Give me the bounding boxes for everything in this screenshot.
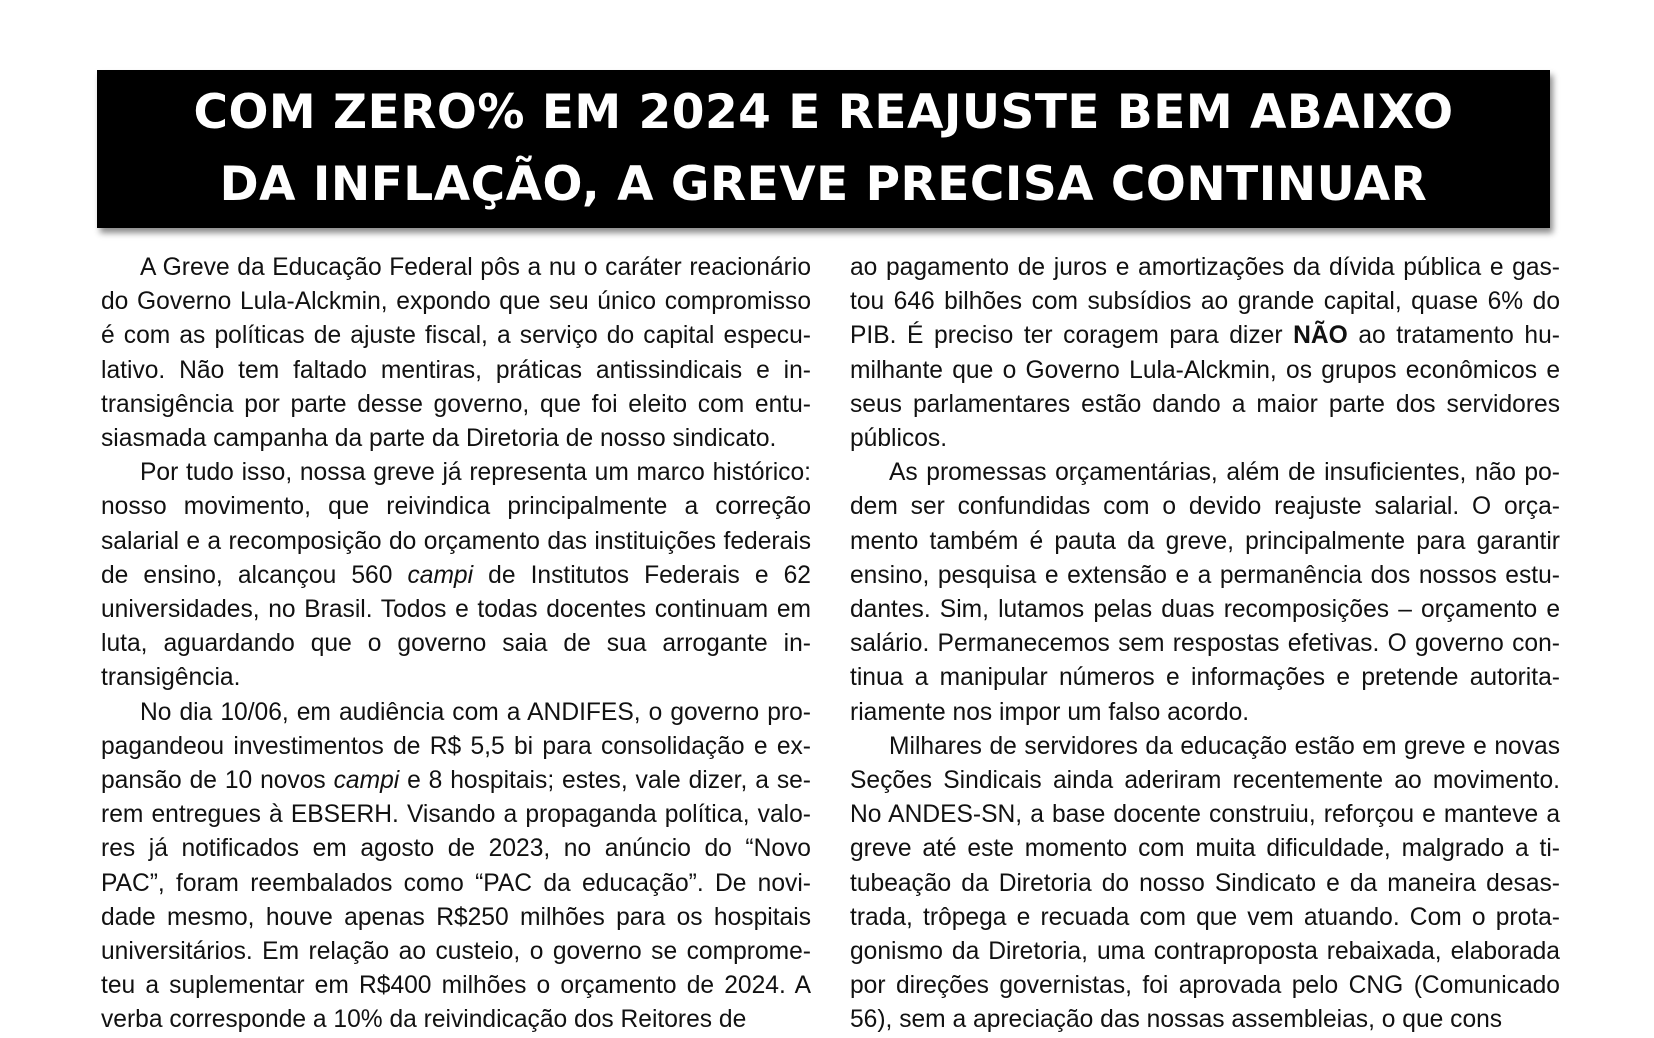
paragraph-2-text-b: de Institutos Federais e 62 universidades, no Brasil. Todos e todas docentes continuam em luta, aguardando que o governo saia de sua arrogante intransigência. — [101, 561, 811, 692]
paragraph-2 — [101, 456, 811, 695]
paragraph-3-text-a: No dia 10/06, em audiência com a ANDIFES, o governo propagandeou investimentos de R$ 5,5 bi para consolidação e expansão de 10 novos — [101, 698, 811, 795]
paragraph-5: As promessas orçamentárias, além de insuficientes, não podem ser confundidas com o devido reajuste salarial. O orçamento também é pauta da greve, principalmente para garantir ensino, pesquisa e extensão e a permanência dos nossos estudantes. Sim, lutamos pelas duas recomposições – orçamento e salário. Permanecemos sem respostas efetivas. O governo continua a manipular números e informações e pretende autoritariamente nos impor um falso acordo. — [850, 459, 1560, 726]
headline-line-1: COM ZERO% EM 2024 E REAJUSTE BEM ABAIXO — [193, 85, 1454, 140]
headline-banner — [97, 70, 1550, 228]
paragraph-3 — [101, 696, 811, 1038]
headline-line-2: DA INFLAÇÃO, A GREVE PRECISA CONTINUAR — [219, 157, 1428, 212]
paragraph-2-text-a: Por tudo isso, nossa greve já representa um marco histórico: nosso movimento, que reivindica principalmente a correção salarial e a recomposição do orçamento das instituições federais de ensino, alcançou 560 — [101, 459, 811, 589]
article-column-right — [850, 251, 1560, 1038]
paragraph-3-campi: campi — [333, 767, 400, 795]
paragraph-2-campi: campi — [407, 561, 474, 589]
paragraph-3-text-b: e 8 hospitais; estes, vale dizer, a serem entregues à EBSERH. Visando a propaganda política, valores já notificados em agosto de 2023, no anúncio do “Novo PAC”, foram reembalados como “PAC da educação”. De novidade mesmo, houve apenas R$250 milhões para os hospitais universitários. Em relação ao custeio, o governo se comprometeu a suplementar em R$400 milhões o orçamento de 2024. A verba corresponde a 10% da reivindicação dos Reitores de — [101, 767, 811, 1034]
paragraph-4-text-a: ao pagamento de juros e amortizações da dívida pública e gastou 646 bilhões com subsídios ao grande capital, quase 6% do PIB. É preciso ter coragem para dizer — [850, 254, 1560, 350]
paragraph-4 — [850, 251, 1560, 456]
paragraph-4-text-b: ao tratamento humilhante que o Governo Lula-Alckmin, os grupos econômicos e seus parlamentares estão dando a maior parte dos servidores públicos. — [850, 322, 1560, 453]
article-column-left — [101, 251, 811, 1038]
paragraph-6: Milhares de servidores da educação estão em greve e novas Seções Sindicais ainda aderiram recentemente ao movimento. No ANDES-SN, a base docente construiu, reforçou e manteve a greve até este momento com muita dificuldade, malgrado a titubeação da Diretoria do nosso Sindicato e da maneira desastrada, trôpega e recuada com que vem atuando. Com o protagonismo da Diretoria, uma contraproposta rebaixada, elaborada por direções governistas, foi aprovada pelo CNG (Comunicado 56), sem a apreciação das nossas assembleias, o que cons — [850, 732, 1560, 1034]
paragraph-4-bold-nao: NÃO — [1293, 322, 1348, 350]
paragraph-1: A Greve da Educação Federal pôs a nu o caráter reacionário do Governo Lula-Alckmin, expondo que seu único compromisso é com as políticas de ajuste fiscal, a serviço do capital especulativo. Não tem faltado mentiras, práticas antissindicais e intransigência por parte desse governo, que foi eleito com entusiasmada campanha da parte da Diretoria de nosso sindicato. — [101, 254, 811, 453]
